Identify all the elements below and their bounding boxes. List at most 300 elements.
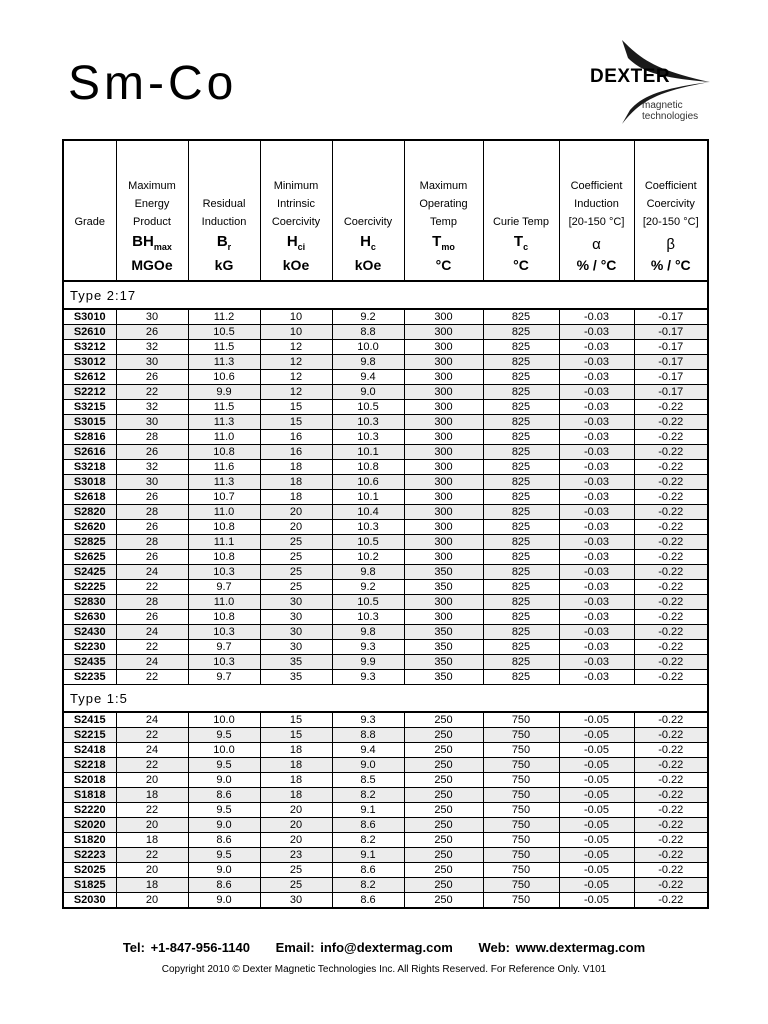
value-cell: 9.0	[188, 863, 260, 878]
value-cell: 9.9	[332, 655, 404, 670]
value-cell: 10.8	[188, 550, 260, 565]
value-cell: 250	[404, 758, 483, 773]
value-cell: 825	[483, 385, 559, 400]
value-cell: 8.8	[332, 325, 404, 340]
grade-cell: S2435	[63, 655, 116, 670]
value-cell: 25	[260, 580, 332, 595]
symbol-hc: $H_c$	[332, 233, 404, 256]
value-cell: 9.5	[188, 728, 260, 743]
value-cell: 825	[483, 670, 559, 685]
value-cell: 10.5	[332, 535, 404, 550]
value-cell: -0.03	[559, 430, 634, 445]
value-cell: 9.7	[188, 640, 260, 655]
value-cell: -0.03	[559, 490, 634, 505]
value-cell: -0.05	[559, 893, 634, 909]
value-cell: 28	[116, 535, 188, 550]
value-cell: 10.0	[332, 340, 404, 355]
value-cell: 15	[260, 415, 332, 430]
unit-cell: MGOe	[116, 256, 188, 281]
value-cell: -0.22	[634, 728, 708, 743]
value-cell: -0.22	[634, 550, 708, 565]
value-cell: 20	[116, 863, 188, 878]
value-cell: 300	[404, 550, 483, 565]
value-cell: 11.5	[188, 400, 260, 415]
table-row	[63, 833, 708, 848]
value-cell: 24	[116, 565, 188, 580]
section-label: Type 1:5	[63, 685, 708, 713]
value-cell: 825	[483, 475, 559, 490]
value-cell: 22	[116, 385, 188, 400]
grade-cell: S2830	[63, 595, 116, 610]
value-cell: -0.03	[559, 505, 634, 520]
value-cell: -0.22	[634, 712, 708, 728]
logo-sub-line2: technologies	[642, 111, 699, 122]
value-cell: 30	[116, 309, 188, 325]
header-units-row	[63, 256, 708, 281]
type-2-17-rows	[63, 309, 708, 685]
value-cell: 9.5	[188, 803, 260, 818]
value-cell: -0.22	[634, 610, 708, 625]
value-cell: 25	[260, 550, 332, 565]
value-cell: 300	[404, 445, 483, 460]
value-cell: -0.17	[634, 309, 708, 325]
value-cell: -0.05	[559, 773, 634, 788]
value-cell: 11.3	[188, 355, 260, 370]
value-cell: 11.1	[188, 535, 260, 550]
value-cell: 23	[260, 848, 332, 863]
value-cell: -0.22	[634, 535, 708, 550]
value-cell: 26	[116, 370, 188, 385]
table-row	[63, 848, 708, 863]
value-cell: 250	[404, 893, 483, 909]
value-cell: -0.03	[559, 640, 634, 655]
value-cell: -0.22	[634, 743, 708, 758]
value-cell: 9.3	[332, 712, 404, 728]
value-cell: -0.05	[559, 758, 634, 773]
value-cell: 12	[260, 385, 332, 400]
value-cell: 8.6	[188, 788, 260, 803]
value-cell: 350	[404, 670, 483, 685]
value-cell: -0.05	[559, 712, 634, 728]
value-cell: 825	[483, 610, 559, 625]
value-cell: 32	[116, 340, 188, 355]
value-cell: 22	[116, 580, 188, 595]
value-cell: 300	[404, 415, 483, 430]
value-cell: 8.8	[332, 728, 404, 743]
value-cell: -0.17	[634, 385, 708, 400]
value-cell: 20	[260, 833, 332, 848]
value-cell: -0.05	[559, 848, 634, 863]
value-cell: 24	[116, 625, 188, 640]
table-row	[63, 445, 708, 460]
footer-web[interactable]: Web: www.dextermag.com	[478, 940, 646, 955]
value-cell: 750	[483, 788, 559, 803]
value-cell: 10.3	[332, 430, 404, 445]
value-cell: 250	[404, 773, 483, 788]
value-cell: -0.03	[559, 400, 634, 415]
contact-footer	[0, 940, 768, 955]
header-operating: Maximum Operating Temp	[404, 140, 483, 233]
value-cell: 300	[404, 325, 483, 340]
value-cell: -0.22	[634, 655, 708, 670]
value-cell: -0.22	[634, 863, 708, 878]
value-cell: 32	[116, 460, 188, 475]
value-cell: 15	[260, 400, 332, 415]
table-row	[63, 743, 708, 758]
grade-cell: S3018	[63, 475, 116, 490]
value-cell: 11.0	[188, 505, 260, 520]
value-cell: 20	[260, 520, 332, 535]
value-cell: -0.05	[559, 818, 634, 833]
table-row	[63, 818, 708, 833]
value-cell: -0.22	[634, 773, 708, 788]
value-cell: -0.03	[559, 670, 634, 685]
value-cell: -0.22	[634, 430, 708, 445]
table-row	[63, 565, 708, 580]
value-cell: 22	[116, 670, 188, 685]
value-cell: -0.22	[634, 893, 708, 909]
value-cell: 300	[404, 535, 483, 550]
value-cell: 10.8	[188, 445, 260, 460]
grade-cell: S3010	[63, 309, 116, 325]
value-cell: 825	[483, 505, 559, 520]
value-cell: 26	[116, 610, 188, 625]
value-cell: 30	[260, 625, 332, 640]
value-cell: 20	[116, 893, 188, 909]
value-cell: 750	[483, 833, 559, 848]
value-cell: 11.2	[188, 309, 260, 325]
value-cell: 300	[404, 400, 483, 415]
grade-cell: S1825	[63, 878, 116, 893]
grade-cell: S2820	[63, 505, 116, 520]
value-cell: 250	[404, 712, 483, 728]
value-cell: -0.03	[559, 625, 634, 640]
grade-cell: S2235	[63, 670, 116, 685]
unit-cell: °C	[483, 256, 559, 281]
value-cell: -0.22	[634, 878, 708, 893]
value-cell: 8.6	[188, 833, 260, 848]
header-coef-induction: Coefficient Induction [20-150 °C]	[559, 140, 634, 233]
value-cell: 20	[260, 803, 332, 818]
value-cell: -0.03	[559, 340, 634, 355]
value-cell: 24	[116, 712, 188, 728]
header-intrinsic: Minimum Intrinsic Coercivity	[260, 140, 332, 233]
value-cell: 22	[116, 758, 188, 773]
value-cell: 250	[404, 863, 483, 878]
symbol-beta: β	[634, 233, 708, 256]
value-cell: 9.2	[332, 309, 404, 325]
header-symbols-row	[63, 233, 708, 256]
value-cell: 825	[483, 340, 559, 355]
value-cell: 11.5	[188, 340, 260, 355]
value-cell: 10.8	[188, 520, 260, 535]
unit-cell: kG	[188, 256, 260, 281]
value-cell: 18	[260, 475, 332, 490]
value-cell: 10.6	[332, 475, 404, 490]
value-cell: 825	[483, 580, 559, 595]
footer-tel: Tel: +1-847-956-1140	[122, 940, 250, 955]
table-row	[63, 340, 708, 355]
table-row	[63, 370, 708, 385]
value-cell: 9.0	[188, 818, 260, 833]
table-row	[63, 355, 708, 370]
value-cell: -0.03	[559, 325, 634, 340]
value-cell: 300	[404, 370, 483, 385]
grade-cell: S2223	[63, 848, 116, 863]
value-cell: 18	[260, 788, 332, 803]
grade-cell: S2230	[63, 640, 116, 655]
table-row	[63, 625, 708, 640]
value-cell: 30	[116, 355, 188, 370]
grade-cell: S2220	[63, 803, 116, 818]
table-row	[63, 385, 708, 400]
symbol-br: $B_r$	[188, 233, 260, 256]
value-cell: -0.22	[634, 580, 708, 595]
value-cell: -0.17	[634, 340, 708, 355]
table-row	[63, 325, 708, 340]
symbol-tmo: $T_{mo}$	[404, 233, 483, 256]
value-cell: 825	[483, 520, 559, 535]
value-cell: 11.3	[188, 475, 260, 490]
unit-cell: °C	[404, 256, 483, 281]
value-cell: -0.22	[634, 640, 708, 655]
unit-cell: % / °C	[559, 256, 634, 281]
value-cell: 750	[483, 773, 559, 788]
unit-cell: % / °C	[634, 256, 708, 281]
grade-cell: S3215	[63, 400, 116, 415]
value-cell: -0.22	[634, 833, 708, 848]
value-cell: 20	[260, 505, 332, 520]
table-row	[63, 640, 708, 655]
value-cell: 8.2	[332, 788, 404, 803]
footer-email[interactable]: Email: info@dextermag.com	[275, 940, 453, 955]
value-cell: 25	[260, 565, 332, 580]
value-cell: 10.3	[188, 565, 260, 580]
value-cell: 300	[404, 385, 483, 400]
value-cell: -0.22	[634, 595, 708, 610]
table-row	[63, 893, 708, 909]
value-cell: 18	[260, 743, 332, 758]
value-cell: 18	[116, 833, 188, 848]
value-cell: 8.2	[332, 833, 404, 848]
value-cell: 250	[404, 878, 483, 893]
value-cell: 24	[116, 655, 188, 670]
value-cell: 8.6	[332, 818, 404, 833]
logo-sub-line1: magnetic	[642, 100, 683, 111]
value-cell: 28	[116, 505, 188, 520]
table-row	[63, 400, 708, 415]
table-row	[63, 475, 708, 490]
value-cell: 750	[483, 818, 559, 833]
grade-cell: S3218	[63, 460, 116, 475]
table-row	[63, 580, 708, 595]
value-cell: -0.05	[559, 743, 634, 758]
symbol-grade	[63, 233, 116, 256]
value-cell: 825	[483, 595, 559, 610]
value-cell: -0.05	[559, 833, 634, 848]
section-label: Type 2:17	[63, 281, 708, 309]
table-row	[63, 550, 708, 565]
value-cell: 250	[404, 743, 483, 758]
unit-grade	[63, 256, 116, 281]
value-cell: 750	[483, 863, 559, 878]
grade-cell: S2825	[63, 535, 116, 550]
value-cell: 30	[260, 595, 332, 610]
value-cell: 825	[483, 550, 559, 565]
value-cell: 750	[483, 728, 559, 743]
value-cell: 825	[483, 415, 559, 430]
value-cell: 300	[404, 355, 483, 370]
value-cell: 25	[260, 863, 332, 878]
value-cell: -0.22	[634, 818, 708, 833]
value-cell: 825	[483, 355, 559, 370]
table-row	[63, 309, 708, 325]
symbol-bhmax: $BH_{max}$	[116, 233, 188, 256]
value-cell: 750	[483, 893, 559, 909]
table-row	[63, 878, 708, 893]
value-cell: 20	[260, 818, 332, 833]
value-cell: 10.2	[332, 550, 404, 565]
value-cell: 22	[116, 728, 188, 743]
value-cell: 9.8	[332, 565, 404, 580]
value-cell: 9.0	[188, 893, 260, 909]
value-cell: 15	[260, 728, 332, 743]
value-cell: 825	[483, 400, 559, 415]
grade-cell: S2025	[63, 863, 116, 878]
value-cell: 11.0	[188, 430, 260, 445]
value-cell: 8.2	[332, 878, 404, 893]
value-cell: 20	[116, 818, 188, 833]
value-cell: 10.7	[188, 490, 260, 505]
value-cell: 10.8	[188, 610, 260, 625]
value-cell: -0.03	[559, 550, 634, 565]
grade-cell: S2616	[63, 445, 116, 460]
value-cell: -0.22	[634, 788, 708, 803]
value-cell: 10.3	[332, 610, 404, 625]
value-cell: 750	[483, 712, 559, 728]
value-cell: 300	[404, 309, 483, 325]
value-cell: 750	[483, 743, 559, 758]
logo-name: DEXTER	[590, 66, 671, 87]
value-cell: 10	[260, 325, 332, 340]
table-row	[63, 610, 708, 625]
value-cell: 8.6	[332, 893, 404, 909]
value-cell: 22	[116, 848, 188, 863]
grade-cell: S1818	[63, 788, 116, 803]
value-cell: 10.1	[332, 445, 404, 460]
symbol-hci: $H_{ci}$	[260, 233, 332, 256]
table-row	[63, 788, 708, 803]
header-coercivity: Coercivity	[332, 140, 404, 233]
unit-cell: kOe	[260, 256, 332, 281]
value-cell: -0.05	[559, 878, 634, 893]
value-cell: 825	[483, 625, 559, 640]
value-cell: 10.5	[188, 325, 260, 340]
value-cell: 18	[260, 773, 332, 788]
value-cell: 9.7	[188, 580, 260, 595]
value-cell: 300	[404, 430, 483, 445]
table-row	[63, 595, 708, 610]
header-labels-row	[63, 140, 708, 233]
value-cell: 9.2	[332, 580, 404, 595]
grade-cell: S2225	[63, 580, 116, 595]
grade-cell: S2610	[63, 325, 116, 340]
value-cell: 16	[260, 445, 332, 460]
properties-table	[62, 139, 709, 909]
value-cell: 825	[483, 309, 559, 325]
value-cell: -0.05	[559, 803, 634, 818]
value-cell: 18	[116, 788, 188, 803]
type-1-5-rows	[63, 712, 708, 908]
value-cell: 8.6	[188, 878, 260, 893]
value-cell: -0.22	[634, 445, 708, 460]
value-cell: 825	[483, 460, 559, 475]
value-cell: 250	[404, 818, 483, 833]
value-cell: 350	[404, 655, 483, 670]
value-cell: -0.03	[559, 655, 634, 670]
value-cell: 9.4	[332, 370, 404, 385]
value-cell: -0.17	[634, 370, 708, 385]
value-cell: 26	[116, 520, 188, 535]
value-cell: -0.03	[559, 610, 634, 625]
value-cell: -0.05	[559, 863, 634, 878]
table-row	[63, 728, 708, 743]
value-cell: -0.22	[634, 625, 708, 640]
table-row	[63, 505, 708, 520]
value-cell: 10.5	[332, 400, 404, 415]
value-cell: 9.8	[332, 625, 404, 640]
table-row	[63, 535, 708, 550]
value-cell: 825	[483, 325, 559, 340]
value-cell: 9.1	[332, 848, 404, 863]
value-cell: 750	[483, 803, 559, 818]
value-cell: 10.0	[188, 712, 260, 728]
value-cell: 250	[404, 788, 483, 803]
section-row-type-2-17	[63, 281, 708, 309]
value-cell: -0.22	[634, 490, 708, 505]
section-row-type-1-5	[63, 685, 708, 713]
header-grade: Grade	[63, 140, 116, 233]
grade-cell: S2816	[63, 430, 116, 445]
value-cell: -0.17	[634, 325, 708, 340]
value-cell: 10.1	[332, 490, 404, 505]
value-cell: 825	[483, 445, 559, 460]
value-cell: -0.22	[634, 565, 708, 580]
grade-cell: S2618	[63, 490, 116, 505]
value-cell: 11.0	[188, 595, 260, 610]
value-cell: -0.03	[559, 415, 634, 430]
value-cell: 15	[260, 712, 332, 728]
table-row	[63, 712, 708, 728]
value-cell: -0.03	[559, 309, 634, 325]
value-cell: -0.03	[559, 460, 634, 475]
value-cell: -0.03	[559, 520, 634, 535]
value-cell: 750	[483, 758, 559, 773]
value-cell: 22	[116, 640, 188, 655]
value-cell: 10.4	[332, 505, 404, 520]
value-cell: -0.22	[634, 520, 708, 535]
value-cell: -0.22	[634, 400, 708, 415]
value-cell: -0.22	[634, 505, 708, 520]
table-row	[63, 460, 708, 475]
value-cell: 9.7	[188, 670, 260, 685]
value-cell: 350	[404, 565, 483, 580]
value-cell: 10	[260, 309, 332, 325]
value-cell: 9.3	[332, 670, 404, 685]
value-cell: -0.03	[559, 385, 634, 400]
logo-subtitle	[642, 100, 698, 122]
value-cell: 32	[116, 400, 188, 415]
